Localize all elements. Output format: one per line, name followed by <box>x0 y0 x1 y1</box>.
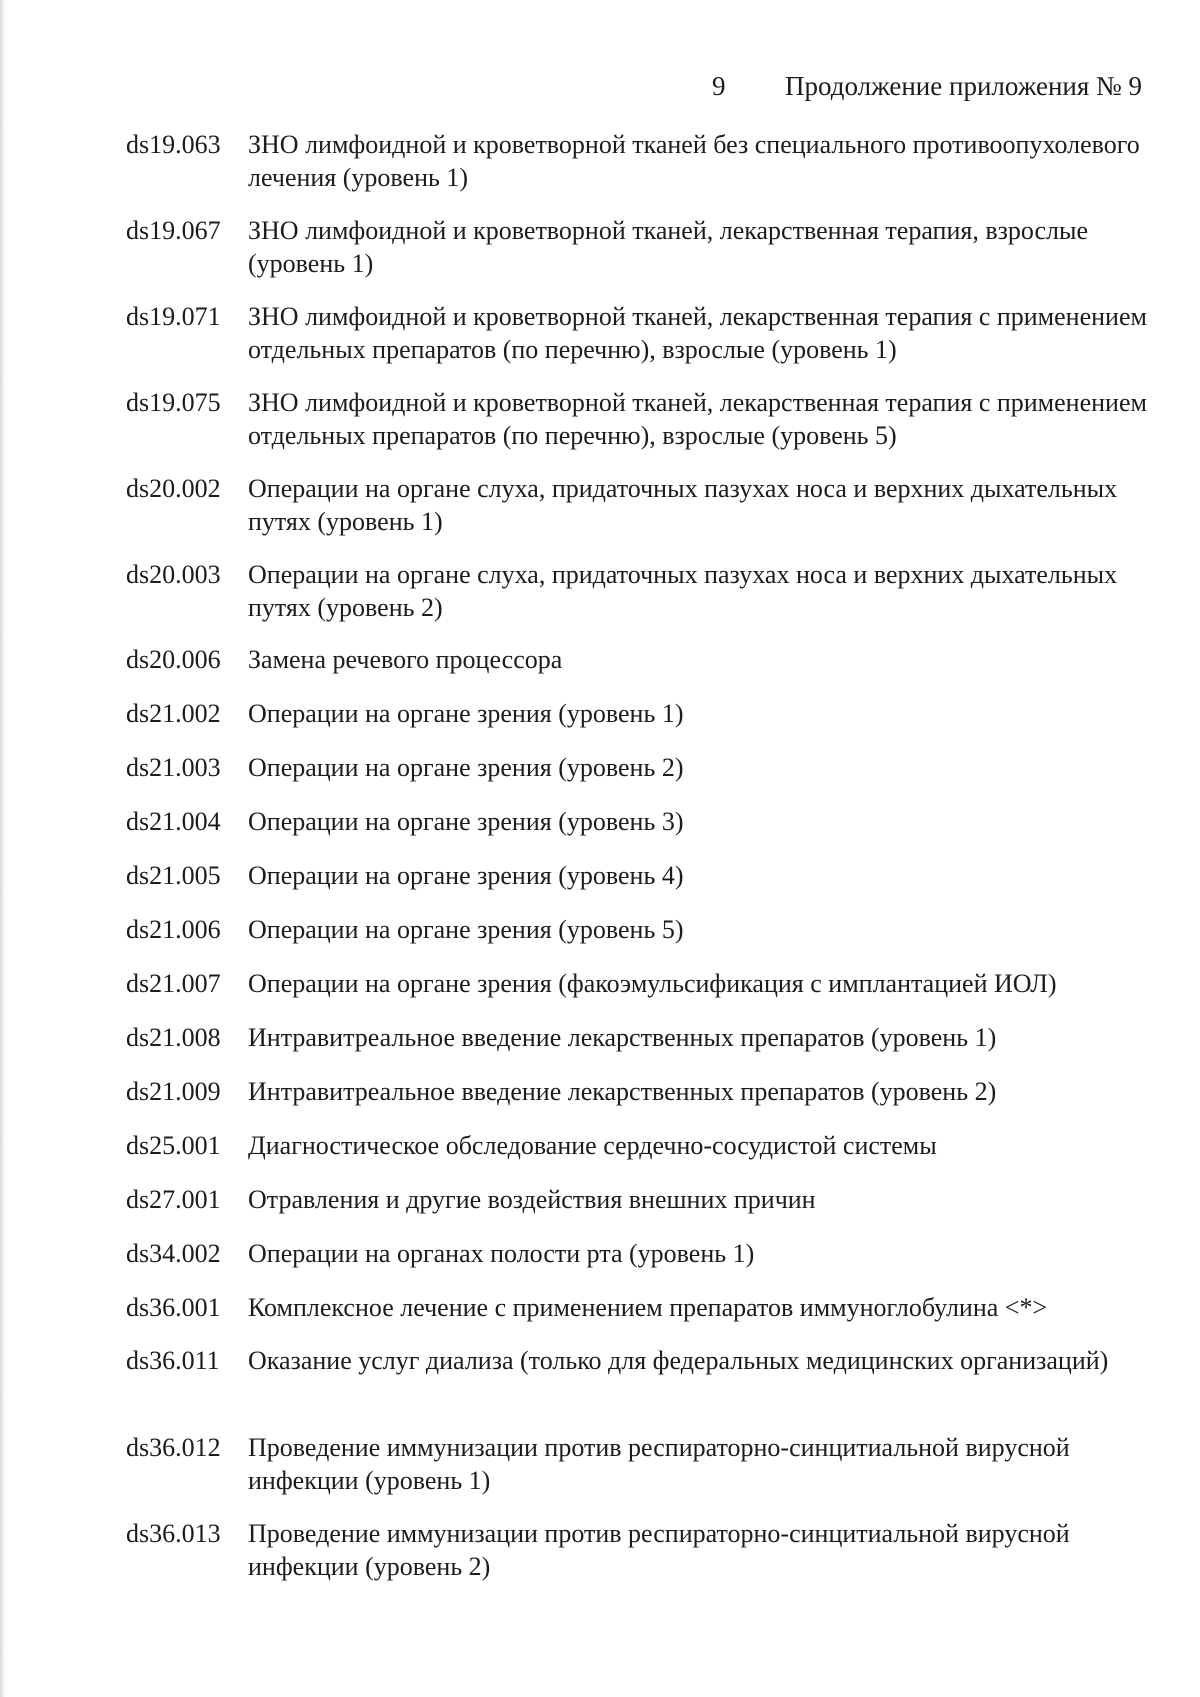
entry-text: Операции на органе зрения (уровень 1) <box>248 699 684 728</box>
entry-code: ds19.063 <box>126 130 221 159</box>
entry-code: ds21.007 <box>126 969 221 998</box>
entry-text: Проведение иммунизации против респираторно-синцитиальной вирусной инфекции (уровень 1) <box>248 1433 1070 1495</box>
entry-code: ds36.013 <box>126 1519 221 1548</box>
entry-code: ds21.004 <box>126 807 221 836</box>
entry-text: Комплексное лечение с применением препаратов иммуноглобулина <*> <box>248 1293 1048 1322</box>
entry-code: ds21.006 <box>126 915 221 944</box>
entry-text: Операции на органе слуха, придаточных пазухах носа и верхних дыхательных путях (уровень 1) <box>248 474 1118 536</box>
entry-text: Операции на органе зрения (уровень 2) <box>248 753 684 782</box>
entry-code: ds19.071 <box>126 302 221 331</box>
entry-text: Операции на органе зрения (уровень 3) <box>248 807 684 836</box>
entry-code: ds19.067 <box>126 216 221 245</box>
entry-text: ЗНО лимфоидной и кроветворной тканей, лекарственная терапия с применением отдельных препаратов (по перечню), взрослые (уровень 5) <box>248 388 1147 450</box>
entry-code: ds34.002 <box>126 1239 221 1268</box>
entry-text: Операции на органе слуха, придаточных пазухах носа и верхних дыхательных путях (уровень 2) <box>248 560 1118 622</box>
entry-text: ЗНО лимфоидной и кроветворной тканей, лекарственная терапия, взрослые (уровень 1) <box>248 216 1089 278</box>
scan-edge <box>0 0 5 1697</box>
entry-text: Операции на органе зрения (факоэмульсификация с имплантацией ИОЛ) <box>248 969 1057 998</box>
entry-code: ds21.002 <box>126 699 221 728</box>
entry-code: ds21.003 <box>126 753 221 782</box>
entry-code: ds21.009 <box>126 1077 221 1106</box>
entry-text: Отравления и другие воздействия внешних причин <box>248 1185 816 1214</box>
entry-text: Интравитреальное введение лекарственных препаратов (уровень 1) <box>248 1023 997 1052</box>
entry-code: ds20.003 <box>126 560 221 589</box>
entry-text: Интравитреальное введение лекарственных препаратов (уровень 2) <box>248 1077 997 1106</box>
entry-code: ds21.005 <box>126 861 221 890</box>
entry-code: ds36.012 <box>126 1433 221 1462</box>
entry-code: ds20.002 <box>126 474 221 503</box>
appendix-continuation-title: Продолжение приложения № 9 <box>785 71 1143 101</box>
entry-text: ЗНО лимфоидной и кроветворной тканей без специального противоопухолевого лечения (уровень 1) <box>248 130 1140 192</box>
entry-text: Диагностическое обследование сердечно-сосудистой системы <box>248 1131 937 1160</box>
entry-code: ds36.011 <box>126 1346 220 1375</box>
entry-text: ЗНО лимфоидной и кроветворной тканей, лекарственная терапия с применением отдельных препаратов (по перечню), взрослые (уровень 1) <box>248 302 1147 364</box>
page-number: 9 <box>712 71 726 101</box>
entry-text: Операции на органе зрения (уровень 5) <box>248 915 684 944</box>
entry-text: Операции на органе зрения (уровень 4) <box>248 861 684 890</box>
entry-text: Оказание услуг диализа (только для федеральных медицинских организаций) <box>248 1346 1109 1375</box>
entry-code: ds20.006 <box>126 645 221 674</box>
entry-code: ds36.001 <box>126 1293 221 1322</box>
entry-code: ds25.001 <box>126 1131 221 1160</box>
entry-code: ds27.001 <box>126 1185 221 1214</box>
entry-text: Операции на органах полости рта (уровень 1) <box>248 1239 755 1268</box>
entry-text: Замена речевого процессора <box>248 645 563 674</box>
entry-code: ds19.075 <box>126 388 221 417</box>
entry-text: Проведение иммунизации против респираторно-синцитиальной вирусной инфекции (уровень 2) <box>248 1519 1070 1581</box>
entry-code: ds21.008 <box>126 1023 221 1052</box>
page-header <box>0 68 1200 104</box>
